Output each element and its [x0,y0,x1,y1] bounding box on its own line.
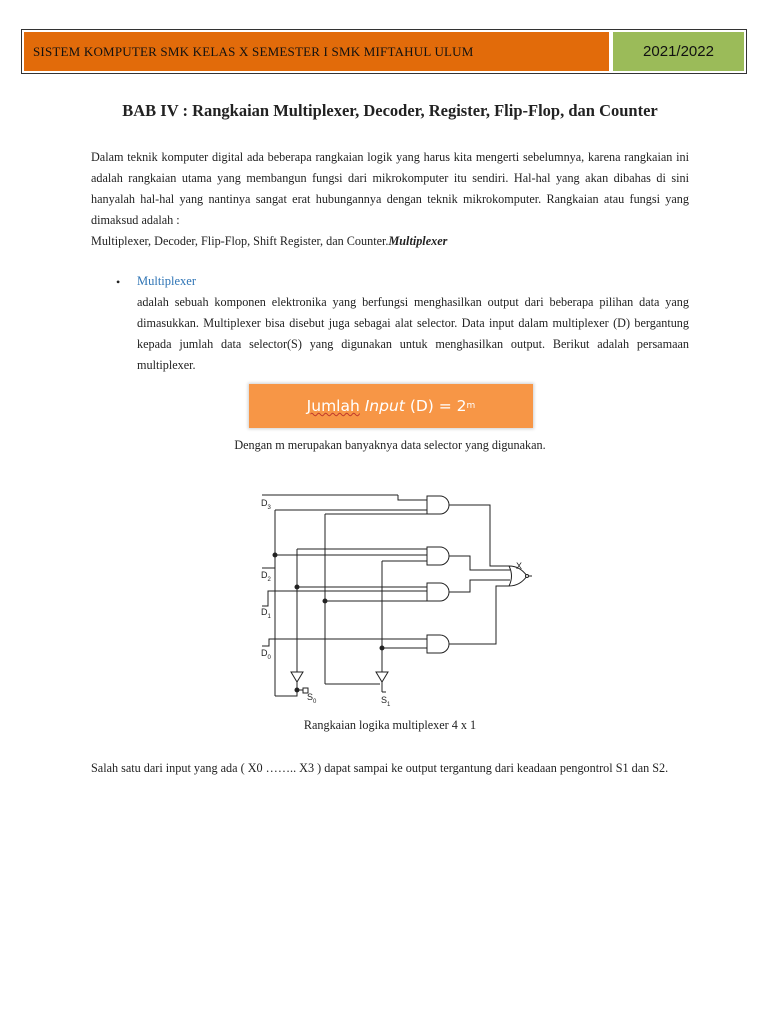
formula-word-input: Input [364,397,405,415]
multiplexer-definition: adalah sebuah komponen elektronika yang berfungsi menghasilkan output dari beberapa pilihan data yang dimasukkan. Multiplexer bisa disebut juga sebagai alat selector. Data input dalam multiplexer (D) bergantung kepada jumlah data selector(S) yang digunakan untuk menghasilkan output. Berikut adalah persamaan multiplexer. [137,295,689,372]
and-gate-1 [427,583,449,601]
intro-list-line: Multiplexer, Decoder, Flip-Flop, Shift Register, dan Counter. [91,234,389,248]
label-s0: $S_0$ [307,692,317,705]
and-gate-2 [427,547,449,565]
and-gate-0 [427,635,449,653]
header-course-title: SISTEM KOMPUTER SMK KELAS X SEMESTER I SMK MIFTAHUL ULUM [22,30,611,73]
multiplexer-circuit-diagram [258,490,533,708]
label-s1: $S_1$ [381,695,391,708]
circuit-caption: Rangkaian logika multiplexer 4 x 1 [303,718,477,732]
label-d2: $D_2$ [261,570,271,583]
formula-box [249,384,533,428]
label-d3: $D_3$ [261,498,271,511]
s1-not-gate [376,672,388,682]
s0-not-gate [291,672,303,682]
header-year: 2021/2022 [611,30,746,73]
and-gate-3 [427,496,449,514]
formula-exponent: m [466,401,476,411]
formula-caption: Dengan m merupakan banyaknya data selector yang digunakan. [234,438,546,452]
closing-paragraph: Salah satu dari input yang ada ( X0 …….. X3 ) dapat sampai ke output tergantung dari keadaan pengontrol S1 dan S2. [91,761,669,775]
formula-word-jumlah: Jumlah [306,397,360,415]
bullet-marker: • [116,275,121,289]
page-header [21,29,747,74]
intro-list-emphasis: Multiplexer [388,234,448,248]
chapter-title: BAB IV : Rangkaian Multiplexer, Decoder, Register, Flip-Flop, dan Counter [122,101,658,120]
intro-paragraph [91,147,689,252]
label-x: X [516,561,523,571]
formula-rest: (D) = 2 [409,397,467,415]
label-d1: $D_1$ [261,607,271,620]
label-d0: $D_0$ [261,648,271,661]
bullet-title: Multiplexer [137,274,197,288]
intro-text: Dalam teknik komputer digital ada beberapa rangkaian logik yang harus kita mengerti sebelumnya, karena rangkaian ini adalah rangkaian utama yang membangun fungsi dari mikrokomputer itu sendiri. Hal-hal yang akan dibahas di sini hanyalah hal-hal yang nantinya sangat erat hubungannya dengan teknik mikrokomputer. Rangkaian atau fungsi yang dimaksud adalah : [91,150,689,227]
